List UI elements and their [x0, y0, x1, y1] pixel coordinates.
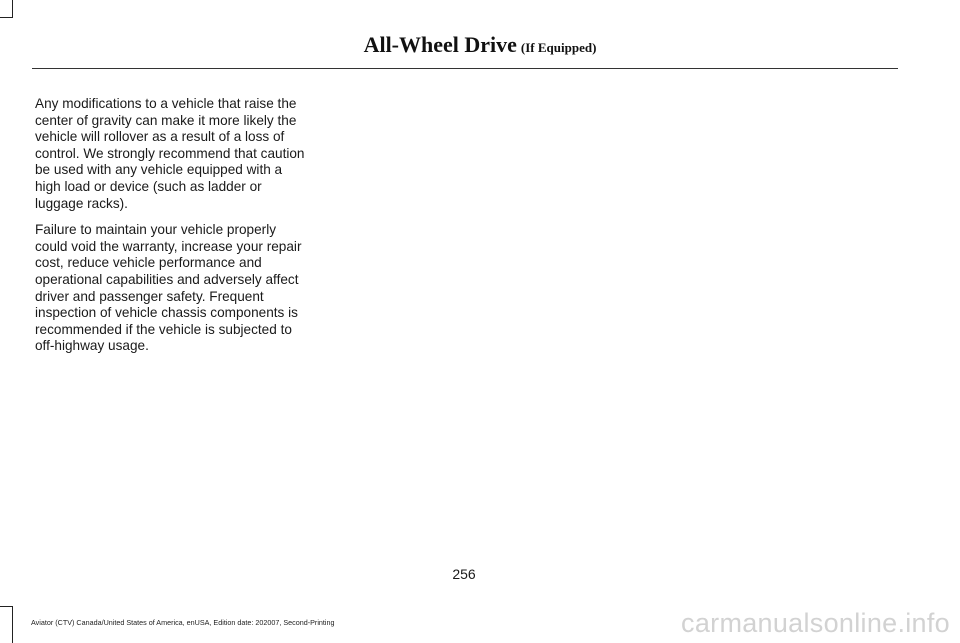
crop-mark-bottom-left-vertical: [12, 606, 13, 643]
section-title: All-Wheel Drive: [363, 32, 517, 57]
header-divider: [32, 68, 898, 69]
body-text-column: [35, 96, 308, 365]
page-number: 256: [452, 566, 476, 582]
paragraph-maintenance: Failure to maintain your vehicle properly could void the warranty, increase your repair cost, reduce vehicle performance and operational capabilities and adversely affect driver and passenger safety. Frequent inspection of vehicle chassis components is recommended if the vehicle is subjected to off-highway usage.: [35, 222, 302, 354]
section-subtitle: (If Equipped): [520, 40, 597, 55]
watermark-text: carmanualsonline.info: [681, 608, 950, 638]
crop-mark-top-left-horizontal: [0, 17, 13, 18]
edition-footer: Aviator (CTV) Canada/United States of America, enUSA, Edition date: 202007, Second-Printing: [31, 618, 335, 627]
crop-mark-bottom-left-horizontal: [0, 606, 13, 607]
paragraph-modifications: Any modifications to a vehicle that raise the center of gravity can make it more likely the vehicle will rollover as a result of a loss of control. We strongly recommend that caution be used with any vehicle equipped with a high load or device (such as ladder or luggage racks).: [35, 96, 305, 211]
page-header: [0, 32, 960, 58]
crop-mark-top-left-vertical: [12, 0, 13, 18]
